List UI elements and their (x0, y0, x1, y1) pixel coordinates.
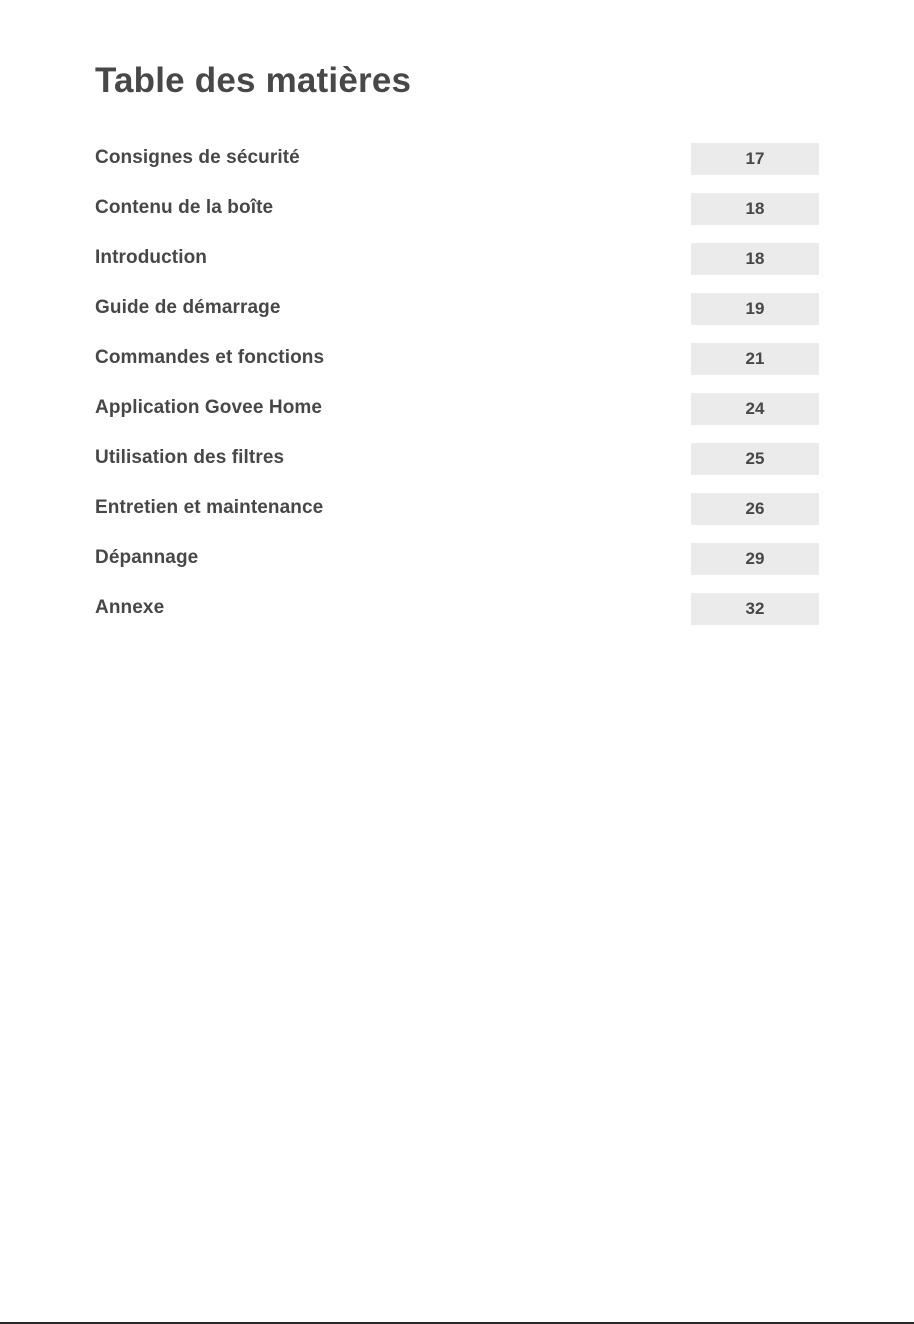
toc-page-number: 19 (691, 293, 819, 325)
toc-entry-label: Consignes de sécurité (95, 147, 300, 168)
toc-page-number: 25 (691, 443, 819, 475)
toc-entry-label: Application Govee Home (95, 397, 323, 418)
toc-page-number: 17 (691, 143, 819, 175)
toc-entry-label: Guide de démarrage (95, 297, 281, 318)
toc-entry-getting-started[interactable] (95, 293, 819, 325)
toc-entry-label: Annexe (95, 597, 165, 618)
toc-entry-troubleshooting[interactable] (95, 543, 819, 575)
toc-page-number: 29 (691, 543, 819, 575)
toc-page-number: 21 (691, 343, 819, 375)
toc-entry-controls[interactable] (95, 343, 819, 375)
toc-page-number: 18 (691, 193, 819, 225)
toc-entry-label: Entretien et maintenance (95, 497, 324, 518)
toc-entry-label: Dépannage (95, 547, 199, 568)
toc-entry-safety[interactable] (95, 143, 819, 175)
toc-page-number: 32 (691, 593, 819, 625)
toc-entry-appendix[interactable] (95, 593, 819, 625)
toc-entry-introduction[interactable] (95, 243, 819, 275)
toc-page-number: 18 (691, 243, 819, 275)
toc-entry-label: Introduction (95, 247, 208, 268)
table-of-contents (95, 143, 819, 643)
toc-entry-maintenance[interactable] (95, 493, 819, 525)
toc-page-number: 24 (691, 393, 819, 425)
page-title: Table des matières (95, 61, 412, 100)
toc-page-number: 26 (691, 493, 819, 525)
toc-entry-label: Commandes et fonctions (95, 347, 325, 368)
toc-entry-label: Utilisation des filtres (95, 447, 285, 468)
toc-entry-filters[interactable] (95, 443, 819, 475)
toc-entry-box-contents[interactable] (95, 193, 819, 225)
toc-entry-app[interactable] (95, 393, 819, 425)
toc-entry-label: Contenu de la boîte (95, 197, 274, 218)
